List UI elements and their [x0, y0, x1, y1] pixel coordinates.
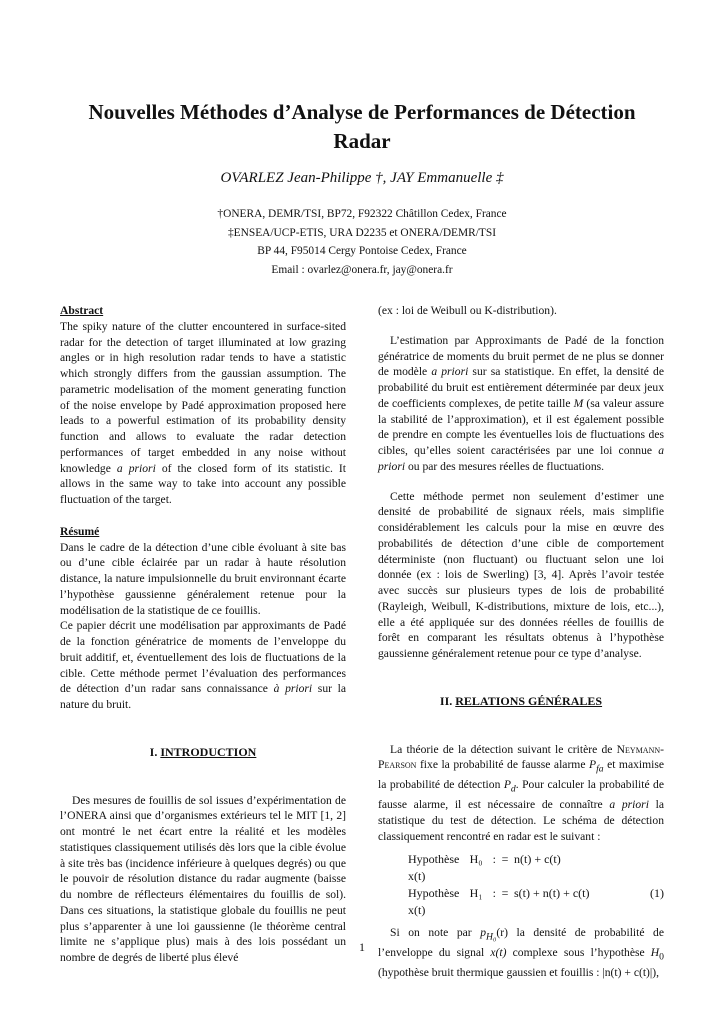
detection-paragraph: La théorie de la détection suivant le critère de Neymann-Pearson fixe la probabilité de fausse alarme $P_{fa}$ et maximise la probabilité de détection $P_d$. Pour calculer la probabilité de fausse alarme, il est nécessaire de connaître a priori la statistique du test de détection. Le schéma de détection classiquement rencontré en radar est le suivant :	[378, 742, 665, 843]
intro-paragraph: Des mesures de fouillis de sol issues d’expérimentation de l’ONERA ainsi que d’organismes extérieurs tel le MIT [1, 2] ont montré le net écart entre la réalité et les modèles statistiques classiquement utilisés dès lors que la cible évolue à site très bas (incidence inférieure à quelques degrés) ou que le pouvoir de résolution distance du radar augmente (baisse du nombre de réflecteurs élémentaires du fouillis de sol). Dans ces situations, la statistique globale du fouillis ne peut plus s’apparenter à une loi gaussienne (le théorème central limite ne s’applique plus) mais à des lois possédant un nombre de degrés de liberté plus élevé	[60, 793, 346, 964]
page-number: 1	[359, 940, 365, 954]
resume-para-1: Dans le cadre de la détection d’une cible évoluant à site bas ou d’une cible éclairée par un radar à haute résolution distance, la nature impulsionnelle du bruit environnant écarte l’hypothèse gaussienne généralement retenue pour la modélisation de la statistique de ce fouillis.	[60, 540, 346, 617]
resume-heading: Résumé	[60, 524, 100, 538]
left-column	[60, 303, 346, 966]
abstract-text: The spiky nature of the clutter encountered in surface-sited radar for the detection of target illuminated at low grazing angles or in high resolution radar tends to have a statistic which strongly differs from the gaussian assumption. The parametric modelisation of the moment generating function of the noise envelope by Padé approximation proposed here leads to a powerful estimation of its probability density function and allows to evaluate the radar detection performances of target embedded in any noise without knowledge a priori of the closed form of its statistic. It allows in the same way to take into account any possible fluctuation of the target.	[60, 319, 346, 506]
method-paragraph: Cette méthode permet non seulement d’estimer une densité de probabilité de signaux réels, mais simplifie considérablement les calculs pour la mise en œuvre des probabilités de détection d’une cible de comportement déterministe (non fluctuant) ou fluctuant selon une loi donnée (ex : lois de Swerling) [3, 4]. Après l’avoir testée avec succès sur plusieurs types de lois de probabilité (Rayleigh, Weibull, K-distributions, mixture de lois, etc...), elle a été appliquée sur des données réelles de fouillis de forêt en comparant les résultats obtenus à l’hypothèse gaussienne généralement retenue pour ce type d’analyse.	[378, 489, 664, 660]
resume-para-2: Ce papier décrit une modélisation par approximants de Padé de la fonction génératrice de moments de l’enveloppe du bruit additif, et, éventuellement des lois de fluctuations de la cible. Cette méthode permet l’évaluation des performances de détection d’un radar sans connaissance à priori sur la nature du bruit.	[60, 619, 347, 711]
paper-title: Nouvelles Méthodes d’Analyse de Performances de Détection Radar	[88, 100, 636, 153]
pade-paragraph: L’estimation par Approximants de Padé de la fonction génératrice de moments du bruit permet de ne plus se donner de modèle a priori sur sa statistique. En effet, la densité de probabilité du bruit est entièrement déterminée par deux jeux de coefficients complexes, de petite taille M (sa valeur assure la stabilité de l’approximation), et il est également possible de prendre en compte les éventuelles lois de fluctuations des cibles, qu’elles soient caractérisées par une loi connue a priori ou par des mesures réelles de fluctuations.	[378, 333, 665, 473]
intro-heading: I. INTRODUCTION	[149, 744, 257, 759]
authors: OVARLEZ Jean-Philippe †, JAY Emmanuelle ‡	[220, 170, 504, 186]
continued-text: (ex : loi de Weibull ou K-distribution).	[378, 304, 557, 317]
equation-number: (1)	[650, 885, 664, 900]
density-paragraph: Si on note par $p_{H_0}(r)$ la densité de probabilité de l’enveloppe du signal x(t) complexe sous l’hypothèse $H_0$ (hypothèse bruit thermique gaussien et fouillis : |n(t) + c(t)|),	[378, 925, 664, 979]
affiliations	[60, 205, 664, 279]
equation-1: Hypothèse H₀ : x(t) = n(t) + c(t) Hypothèse H₁ : x(t) = s(t) + n(t) + c(t) (1)	[408, 851, 664, 917]
section2-heading: II. RELATIONS GÉNÉRALES	[439, 693, 603, 708]
affiliation-line: ‡ENSEA/UCP-ETIS, URA D2235 et ONERA/DEMR/TSI	[227, 226, 496, 239]
abstract-heading: Abstract	[60, 304, 104, 317]
affiliation-line: †ONERA, DEMR/TSI, BP72, F92322 Châtillon Cedex, France	[217, 208, 507, 220]
email-line: Email : ovarlez@onera.fr, jay@onera.fr	[271, 263, 453, 276]
affiliation-line: BP 44, F95014 Cergy Pontoise Cedex, France	[257, 245, 467, 257]
right-column	[378, 303, 664, 981]
